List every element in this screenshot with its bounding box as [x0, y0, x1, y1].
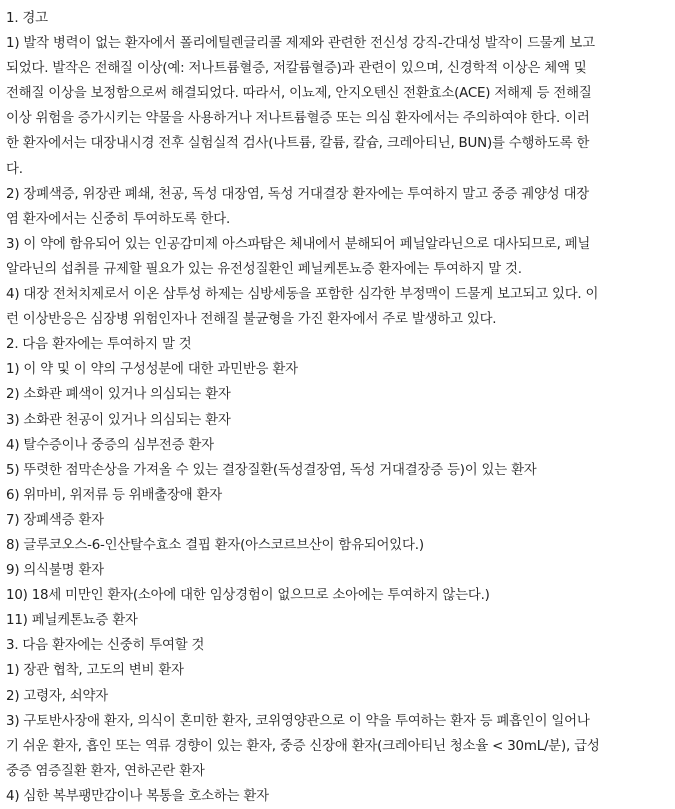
- list-item: 4) 심한 복부팽만감이나 복통을 호소하는 환자: [6, 788, 269, 804]
- text-line: 이상 위험을 증가시키는 약물을 사용하거나 저나트륨혈증 또는 의심 환자에서는 주의하여야 한다. 이러: [6, 111, 590, 127]
- list-item: 3) 소화관 천공이 있거나 의심되는 환자: [6, 412, 231, 428]
- section-heading-contraindications: 2. 다음 환자에는 투여하지 말 것: [6, 337, 192, 353]
- text-line: 다.: [6, 161, 23, 177]
- text-line: 4) 대장 전처치제로서 이온 삼투성 하제는 심방세동을 포함한 심각한 부정맥이 드물게 보고되고 있다. 이: [6, 287, 599, 303]
- text-line: 알라닌의 섭취를 규제할 필요가 있는 유전성질환인 페닐케톤뇨증 환자에는 투여하지 말 것.: [6, 261, 522, 277]
- list-item: 2) 고령자, 쇠약자: [6, 688, 108, 704]
- text-line: 2) 장폐색증, 위장관 폐쇄, 천공, 독성 대장염, 독성 거대결장 환자에는 투여하지 말고 중증 궤양성 대장: [6, 186, 590, 202]
- text-line: 중증 염증질환 환자, 연하곤란 환자: [6, 763, 205, 779]
- list-item: 2) 소화관 폐색이 있거나 의심되는 환자: [6, 387, 231, 403]
- text-line: 기 쉬운 환자, 흡인 또는 역류 경향이 있는 환자, 중증 신장애 환자(크레아티닌 청소율 < 30mL/분), 급성: [6, 738, 600, 754]
- list-item: 7) 장폐색증 환자: [6, 512, 104, 528]
- text-line: 염 환자에서는 신중히 투여하도록 한다.: [6, 211, 231, 227]
- list-item: 5) 뚜렷한 점막손상을 가져올 수 있는 결장질환(독성결장염, 독성 거대결장증 등)이 있는 환자: [6, 462, 537, 478]
- text-line: 되었다. 발작은 전해질 이상(예: 저나트륨혈증, 저칼륨혈증)과 관련이 있으며, 신경학적 이상은 체액 및: [6, 61, 587, 77]
- section-heading-cautions: 3. 다음 환자에는 신중히 투여할 것: [6, 638, 205, 654]
- list-item: 11) 페닐케톤뇨증 환자: [6, 613, 138, 629]
- list-item: 4) 탈수증이나 중증의 심부전증 환자: [6, 437, 214, 453]
- text-line: 런 이상반응은 심장병 위험인자나 전해질 불균형을 가진 환자에서 주로 발생하고 있다.: [6, 312, 497, 328]
- list-item: 10) 18세 미만인 환자(소아에 대한 임상경험이 없으므로 소아에는 투여하지 않는다.): [6, 588, 490, 604]
- list-item: 1) 장관 협착, 고도의 변비 환자: [6, 663, 184, 679]
- text-line: 한 환자에서는 대장내시경 전후 실험실적 검사(나트륨, 칼륨, 칼슘, 크레아티닌, BUN)를 수행하도록 한: [6, 136, 590, 152]
- list-item: 3) 구토반사장애 환자, 의식이 혼미한 환자, 코위영양관으로 이 약을 투여하는 환자 등 폐흡인이 일어나: [6, 713, 590, 729]
- list-item: 9) 의식불명 환자: [6, 563, 104, 579]
- text-line: 3) 이 약에 함유되어 있는 인공감미제 아스파탐은 체내에서 분해되어 페닐알라닌으로 대사되므로, 페닐: [6, 236, 591, 252]
- text-line: 전해질 이상을 보정함으로써 해결되었다. 따라서, 이뇨제, 안지오텐신 전환효소(ACE) 저해제 등 전해질: [6, 86, 592, 102]
- section-heading-warnings: 1. 경고: [6, 11, 48, 26]
- list-item: 1) 이 약 및 이 약의 구성성분에 대한 과민반응 환자: [6, 362, 298, 378]
- text-line: 1) 발작 병력이 없는 환자에서 폴리에틸렌글리콜 제제와 관련한 전신성 강직-간대성 발작이 드물게 보고: [6, 36, 595, 52]
- list-item: 8) 글루코오스-6-인산탈수효소 결핍 환자(아스코르브산이 함유되어있다.): [6, 537, 424, 553]
- list-item: 6) 위마비, 위저류 등 위배출장애 환자: [6, 487, 222, 503]
